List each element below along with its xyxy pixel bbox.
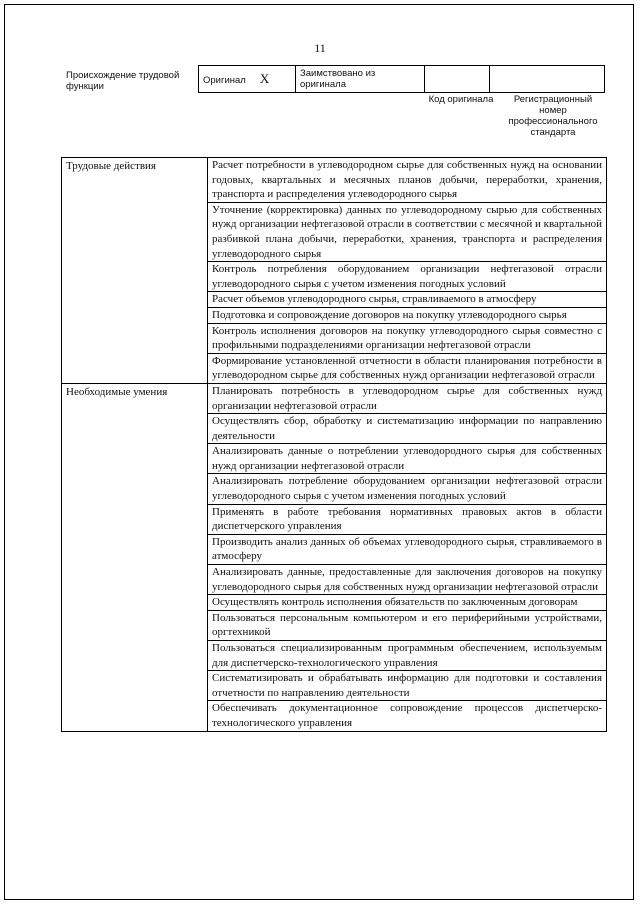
labor-function-table — [61, 157, 607, 732]
original-cell — [199, 66, 296, 93]
list-item: Уточнение (корректировка) данных по углеводородному сырью для собственных нужд организации нефтегазовой отрасли в соответствии с месячной и квартальной разбивкой плана добычи, переработки, хранения, транспорта и распределения углеводородного сырья — [208, 202, 607, 261]
list-item: Расчет объемов углеводородного сырья, стравливаемого в атмосферу — [208, 292, 607, 308]
list-item: Обеспечивать документационное сопровождение процессов диспетчерско-технологического управления — [208, 701, 607, 731]
list-item: Анализировать данные о потреблении углеводородного сырья для собственных нужд организации нефтегазовой отрасли — [208, 444, 607, 474]
list-item: Анализировать данные, предоставленные для заключения договоров на покупку углеводородного сырья для собственных нужд организации нефтегазовой отрасли — [208, 565, 607, 595]
origin-table — [198, 65, 605, 93]
list-item: Производить анализ данных об объемах углеводородного сырья, стравливаемого в атмосферу — [208, 534, 607, 564]
table-row — [62, 383, 607, 413]
list-item: Подготовка и сопровождение договоров на покупку углеводородного сырья — [208, 307, 607, 323]
list-item: Формирование установленной отчетности в области планирования потребности в углеводородном сырье для собственных нужд организации нефтегазовой отрасли — [208, 353, 607, 383]
list-item: Пользоваться персональным компьютером и его периферийными устройствами, оргтехникой — [208, 610, 607, 640]
section-title: Необходимые умения — [62, 383, 208, 731]
table-row — [62, 158, 607, 203]
original-label: Оригинал — [203, 75, 246, 86]
list-item: Планировать потребность в углеводородном сырье для собственных нужд организации нефтегазовой отрасли — [208, 383, 607, 413]
list-item: Анализировать потребление оборудованием организации нефтегазовой отрасли углеводородного сырья с учетом изменения погодных условий — [208, 474, 607, 504]
page-number: 11 — [314, 41, 326, 55]
original-mark: X — [259, 71, 270, 86]
list-item: Осуществлять контроль исполнения обязательств по заключенным договорам — [208, 595, 607, 611]
code-caption: Код оригинала — [428, 94, 494, 105]
list-item: Расчет потребности в углеводородном сырье для собственных нужд на основании годовых, квартальных и месячных планов добычи, переработки, хранения, транспорта и распределения углеводородного сырья — [208, 158, 607, 203]
section-title: Трудовые действия — [62, 158, 208, 384]
list-item: Осуществлять сбор, обработку и систематизацию информации по направлению деятельности — [208, 414, 607, 444]
list-item: Пользоваться специализированным программным обеспечением, используемым для диспетчерско-технологического управления — [208, 641, 607, 671]
borrowed-cell: Заимствовано из оригинала — [296, 66, 425, 93]
origin-label: Происхождение трудовой функции — [66, 70, 180, 92]
list-item: Контроль потребления оборудованием организации нефтегазовой отрасли углеводородного сырья с учетом изменения погодных условий — [208, 262, 607, 292]
list-item: Систематизировать и обрабатывать информацию для подготовки и составления отчетности по направлению деятельности — [208, 671, 607, 701]
list-item: Контроль исполнения договоров на покупку углеводородного сырья совместно с профильными подразделениями организации нефтегазовой отрасли — [208, 323, 607, 353]
reg-number-cell — [490, 66, 605, 93]
list-item: Применять в работе требования нормативных правовых актов в области диспетчерского управления — [208, 504, 607, 534]
code-cell — [425, 66, 490, 93]
reg-number-caption: Регистрационный номер профессионального стандарта — [508, 94, 598, 138]
